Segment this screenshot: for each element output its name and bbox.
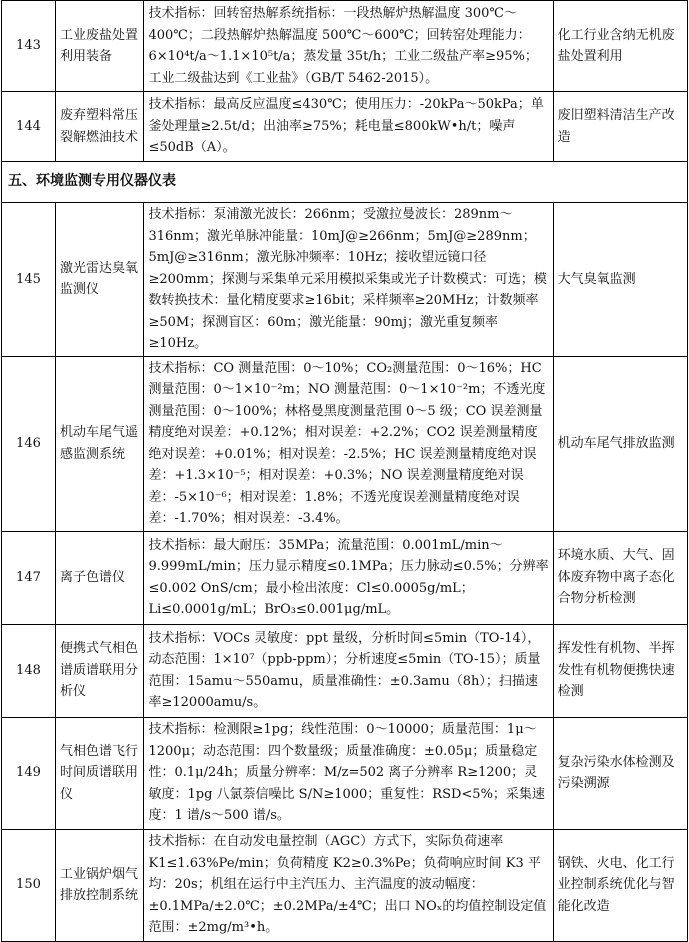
- section-heading-row: [2, 162, 688, 203]
- equipment-name: 废弃塑料常压裂解燃油技术: [55, 92, 144, 162]
- table-row: [2, 356, 688, 531]
- table-row: [2, 1, 688, 92]
- application-field: 大气臭氧监测: [553, 203, 687, 357]
- application-field: 废旧塑料清洁生产改造: [553, 92, 687, 162]
- equipment-name: 工业废盐处置利用装备: [55, 1, 144, 92]
- technical-spec: 技术指标：泵浦激光波长：266nm；受激拉曼波长：289nm～316nm；激光单脉冲能量：10mJ@≥266nm；5mJ@≥289nm；5mJ@≥316nm；激光脉冲频率：10Hz；接收望远镜口径≥200mm；探测与采集单元采用模拟采集或光子计数模式：可选；模数转换技术：量化精度要求≥16bit；采样频率≥20MHz；计数频率≥50M；探测盲区：60m；激光能量：90mj；激光重复频率≥10Hz。: [144, 203, 553, 357]
- row-number: 147: [2, 531, 56, 624]
- equipment-name: 气相色谱飞行时间质谱联用仪: [55, 717, 144, 829]
- technical-spec: 技术指标：检测限≥1pg；线性范围：0～10000；质量范围：1μ～1200μ；动态范围：四个数量级；质量准确度：±0.05μ；质量稳定性：0.1μ/24h；质量分辨率：M/z=502 离子分辨率 R≥1200；灵敏度：1pg 八氯萘信噪比 S/N≥1000；重复性：RSD<5%；采集速度：1 谱/s～500 谱/s。: [144, 717, 553, 829]
- equipment-name: 工业锅炉烟气排放控制系统: [55, 829, 144, 941]
- table-row: [2, 531, 688, 624]
- technical-spec: 技术指标：最大耐压：35MPa；流量范围：0.001mL/min～9.999mL/min；压力显示精度≤0.1MPa；压力脉动≤0.5%；分辨率≤0.002 OnS/cm；最小检出浓度：Cl≤0.0005g/mL；Li≤0.0001g/mL；BrO₃≤0.001μg/mL。: [144, 531, 553, 624]
- row-number: 145: [2, 203, 56, 357]
- row-number: 150: [2, 829, 56, 941]
- table-row: [2, 829, 688, 941]
- table-row: [2, 624, 688, 717]
- table-row: [2, 92, 688, 162]
- section-title: 五、环境监测专用仪器仪表: [2, 162, 688, 203]
- application-field: 复杂污染水体检测及污染溯源: [553, 717, 687, 829]
- technical-spec: 技术指标：最高反应温度≤430℃；使用压力：-20kPa～50kPa；单釜处理量≥2.5t/d；出油率≥75%；耗电量≤800kW•h/t；噪声≤50dB（A）。: [144, 92, 553, 162]
- row-number: 143: [2, 1, 56, 92]
- equipment-name: 便携式气相色谱质谱联用分析仪: [55, 624, 144, 717]
- table-row: [2, 717, 688, 829]
- equipment-name: 激光雷达臭氧监测仪: [55, 203, 144, 357]
- equipment-name: 离子色谱仪: [55, 531, 144, 624]
- row-number: 146: [2, 356, 56, 531]
- row-number: 148: [2, 624, 56, 717]
- application-field: 挥发性有机物、半挥发性有机物便携快速检测: [553, 624, 687, 717]
- row-number: 144: [2, 92, 56, 162]
- technical-spec: 技术指标：在自动发电量控制（AGC）方式下，实际负荷速率 K1≤1.63%Pe/min；负荷精度 K2≥0.3%Pe；负荷响应时间 K3 平均：20s；机组在运行中主汽压力、主汽温度的波动幅度：±0.1MPa/±2.0℃；±0.2MPa/±4℃；出口 NOₓ的均值控制设定值范围：±2mg/m³•h。: [144, 829, 553, 941]
- table-row: [2, 203, 688, 357]
- equipment-name: 机动车尾气遥感监测系统: [55, 356, 144, 531]
- technical-spec: 技术指标：VOCs 灵敏度：ppt 量级，分析时间≤5min（TO-14），动态范围：1×10⁷（ppb-ppm）；分析速度≤5min（TO-15）；质量范围：15amu～550amu，质量准确性：±0.3amu（8h）；扫描速率≥12000amu/s。: [144, 624, 553, 717]
- technical-spec: 技术指标：回转窑热解系统指标：一段热解炉热解温度 300℃～400℃；二段热解炉热解温度 500℃～600℃；回转窑处理能力：6×10⁴t/a～1.1×10⁵t/a；蒸发量 35t/h；工业二级盐产率≥95%；工业二级盐达到《工业盐》（GB/T 5462-2015）。: [144, 1, 553, 92]
- application-field: 钢铁、火电、化工行业控制系统优化与智能化改造: [553, 829, 687, 941]
- technical-spec: 技术指标：CO 测量范围：0～10%；CO₂测量范围：0～16%；HC 测量范围：0～1×10⁻²m；NO 测量范围：0～1×10⁻²m；不透光度测量范围：0～100%；林格曼黑度测量范围 0～5 级；CO 误差测量精度绝对误差：+0.12%；相对误差：+2.2%；CO2 误差测量精度绝对误差：+0.01%；相对误差：-2.5%；HC 误差测量精度绝对误差：+1.3×10⁻⁵；相对误差：+0.3%；NO 误差测量精度绝对误差：-5×10⁻⁶；相对误差：1.8%；不透光度误差测量精度绝对误差：-1.70%；相对误差：-3.4%。: [144, 356, 553, 531]
- application-field: 环境水质、大气、固体废弃物中离子态化合物分析检测: [553, 531, 687, 624]
- row-number: 149: [2, 717, 56, 829]
- application-field: 机动车尾气排放监测: [553, 356, 687, 531]
- application-field: 化工行业含纳无机废盐处置利用: [553, 1, 687, 92]
- equipment-table: [1, 0, 688, 942]
